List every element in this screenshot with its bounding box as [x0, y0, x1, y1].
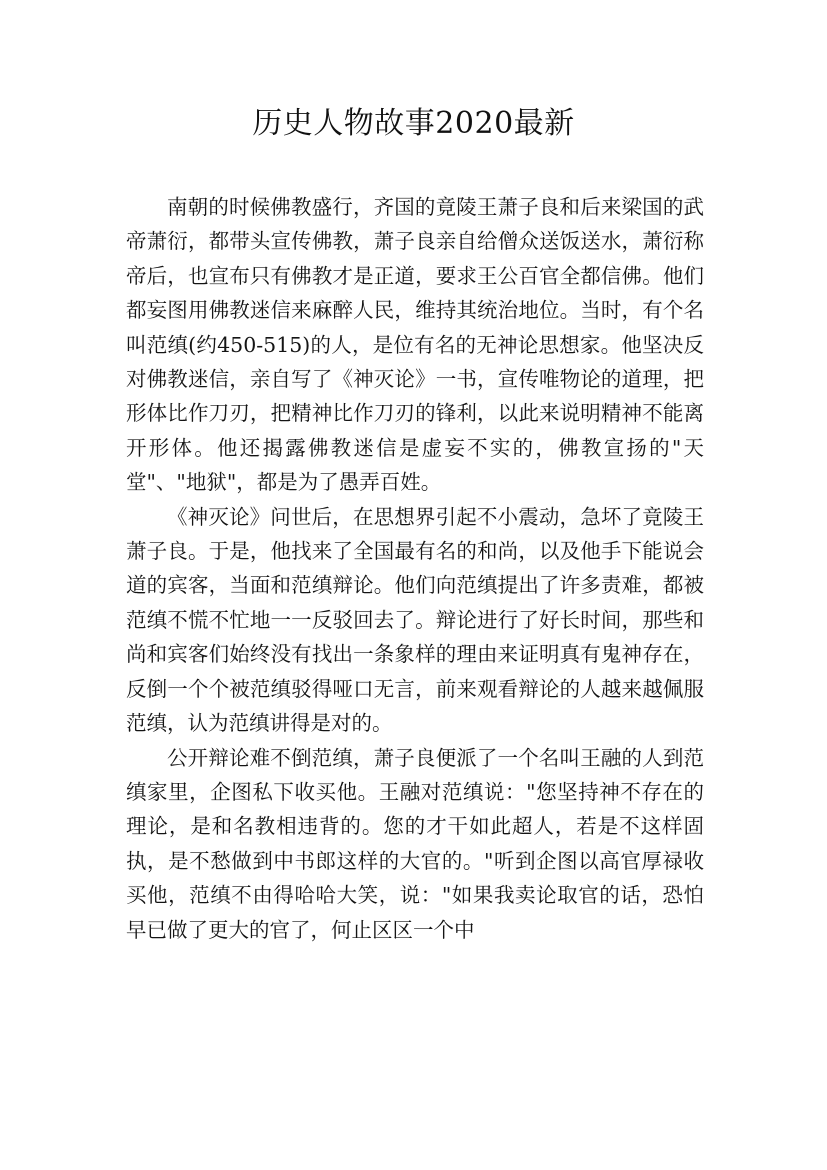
paragraph: 《神灭论》问世后，在思想界引起不小震动，急坏了竟陵王萧子良。于是，他找来了全国最有名的和尚，以及他手下能说会道的宾客，当面和范缜辩论。他们向范缜提出了许多责难，都被范缜不慌不忙地一一反驳回去了。辩论进行了好长时间，那些和尚和宾客们始终没有找出一条象样的理由来证明真有鬼神存在，反倒一个个被范缜驳得哑口无言，前来观看辩论的人越来越佩服范缜，认为范缜讲得是对的。 — [126, 504, 704, 736]
document-title: 历史人物故事2020最新 — [252, 106, 575, 141]
paragraph: 南朝的时候佛教盛行，齐国的竟陵王萧子良和后来梁国的武帝萧衍，都带头宣传佛教，萧子良亲自给僧众送饭送水，萧衍称帝后，也宣布只有佛教才是正道，要求王公百官全都信佛。他们都妄图用佛教迷信来麻醉人民，维持其统治地位。当时，有个名叫范缜(约450-515)的人，是位有名的无神论思想家。他坚决反对佛教迷信，亲自写了《神灭论》一书，宣传唯物论的道理，把形体比作刀刃，把精神比作刀刃的锋利，以此来说明精神不能离开形体。他还揭露佛教迷信是虚妄不实的，佛教宣扬的"天堂"、"地狱"，都是为了愚弄百姓。 — [126, 195, 704, 495]
paragraph: 公开辩论难不倒范缜，萧子良便派了一个名叫王融的人到范缜家里，企图私下收买他。王融对范缜说："您坚持神不存在的理论，是和名教相违背的。您的才干如此超人，若是不这样固执，是不愁做到中书郎这样的大官的。"听到企图以高官厚禄收买他，范缜不由得哈哈大笑，说："如果我卖论取官的话，恐怕早已做了更大的官了，何止区区一个中 — [126, 745, 704, 942]
document-body — [126, 190, 704, 947]
